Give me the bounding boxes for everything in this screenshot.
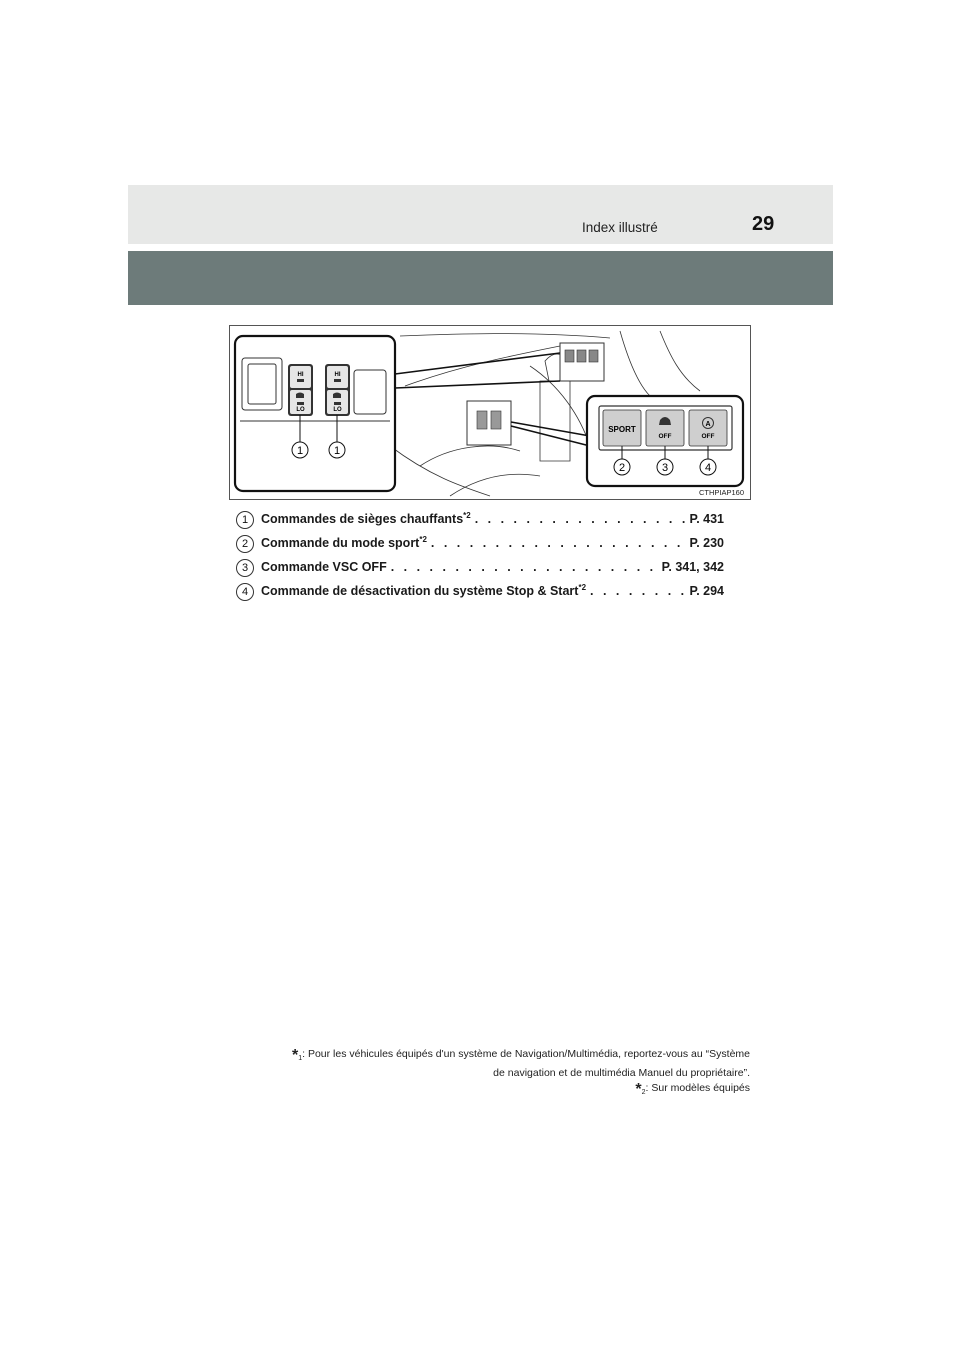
- page-reference[interactable]: P. 230: [689, 536, 724, 551]
- footnote-index: 1: [298, 1055, 303, 1063]
- item-label: [261, 583, 586, 598]
- item-number: 3: [236, 559, 254, 577]
- header-band: [128, 185, 833, 244]
- item-label-text: Commande du mode sport: [261, 536, 420, 551]
- page-reference[interactable]: P. 431: [689, 512, 724, 527]
- item-label-text: Commandes de sièges chauffants: [261, 512, 464, 527]
- item-number: 4: [236, 583, 254, 601]
- page-reference[interactable]: P. 341, 342: [661, 560, 724, 575]
- item-note: *2: [419, 535, 427, 544]
- section-band: [128, 251, 833, 305]
- item-number: 1: [236, 511, 254, 529]
- callout-4: 4: [704, 462, 712, 474]
- footnote-marker: *: [291, 1047, 299, 1064]
- page-reference[interactable]: P. 294: [689, 584, 724, 599]
- item-label: [261, 535, 427, 550]
- leader-dots: [431, 536, 686, 550]
- figure-code: CTHPIAP160: [698, 488, 744, 497]
- footnote-text: : Sur modèles équipés: [645, 1082, 750, 1095]
- list-item: [236, 510, 726, 534]
- item-list: [236, 510, 726, 606]
- item-note: *2: [463, 511, 471, 520]
- item-number: 2: [236, 535, 254, 553]
- callout-2: 2: [618, 462, 626, 474]
- footnote-marker: *: [635, 1081, 642, 1099]
- item-label: [261, 559, 387, 574]
- item-label-text: Commande de désactivation du système Stop & Start: [261, 584, 579, 599]
- seat-heater-icon: [296, 393, 304, 399]
- section-title: Index illustré: [582, 220, 658, 235]
- vsc-off-label: OFF: [658, 433, 672, 440]
- lo-label: LO: [296, 407, 305, 413]
- footnote-text: : Pour les véhicules équipés d'un système de Navigation/Multimédia, reportez-vous au “Système: [302, 1048, 750, 1060]
- list-item: [236, 582, 726, 606]
- hi-label: HI: [334, 372, 341, 378]
- footnotes: [215, 1047, 750, 1100]
- console-illustration: [229, 325, 751, 500]
- footnote-1-cont: de navigation et de multimédia Manuel du propriétaire”.: [493, 1067, 750, 1080]
- item-label-text: Commande VSC OFF: [261, 560, 387, 575]
- seat-heater-icon: [333, 393, 341, 399]
- stop-start-a-label: A: [705, 421, 711, 428]
- leader-dots: [475, 512, 686, 526]
- drive-switches: [603, 410, 727, 446]
- leader-dots: [391, 560, 658, 574]
- hi-label: HI: [297, 372, 304, 378]
- callout-3: 3: [661, 462, 669, 474]
- console-drawing: [230, 326, 750, 499]
- sport-label: SPORT: [608, 425, 636, 434]
- lo-label: LO: [333, 407, 342, 413]
- list-item: [236, 558, 726, 582]
- item-note: *2: [578, 583, 587, 592]
- leader-dots: [590, 584, 685, 598]
- footnote-2: [215, 1081, 750, 1100]
- callout-1: 1: [296, 445, 304, 457]
- footnote-index: 2: [641, 1089, 646, 1097]
- stop-start-off-label: OFF: [701, 433, 715, 440]
- page-number: 29: [752, 213, 775, 235]
- item-label: [261, 511, 471, 526]
- callout-1: 1: [333, 445, 341, 457]
- footnote-1: [215, 1047, 750, 1066]
- list-item: [236, 534, 726, 558]
